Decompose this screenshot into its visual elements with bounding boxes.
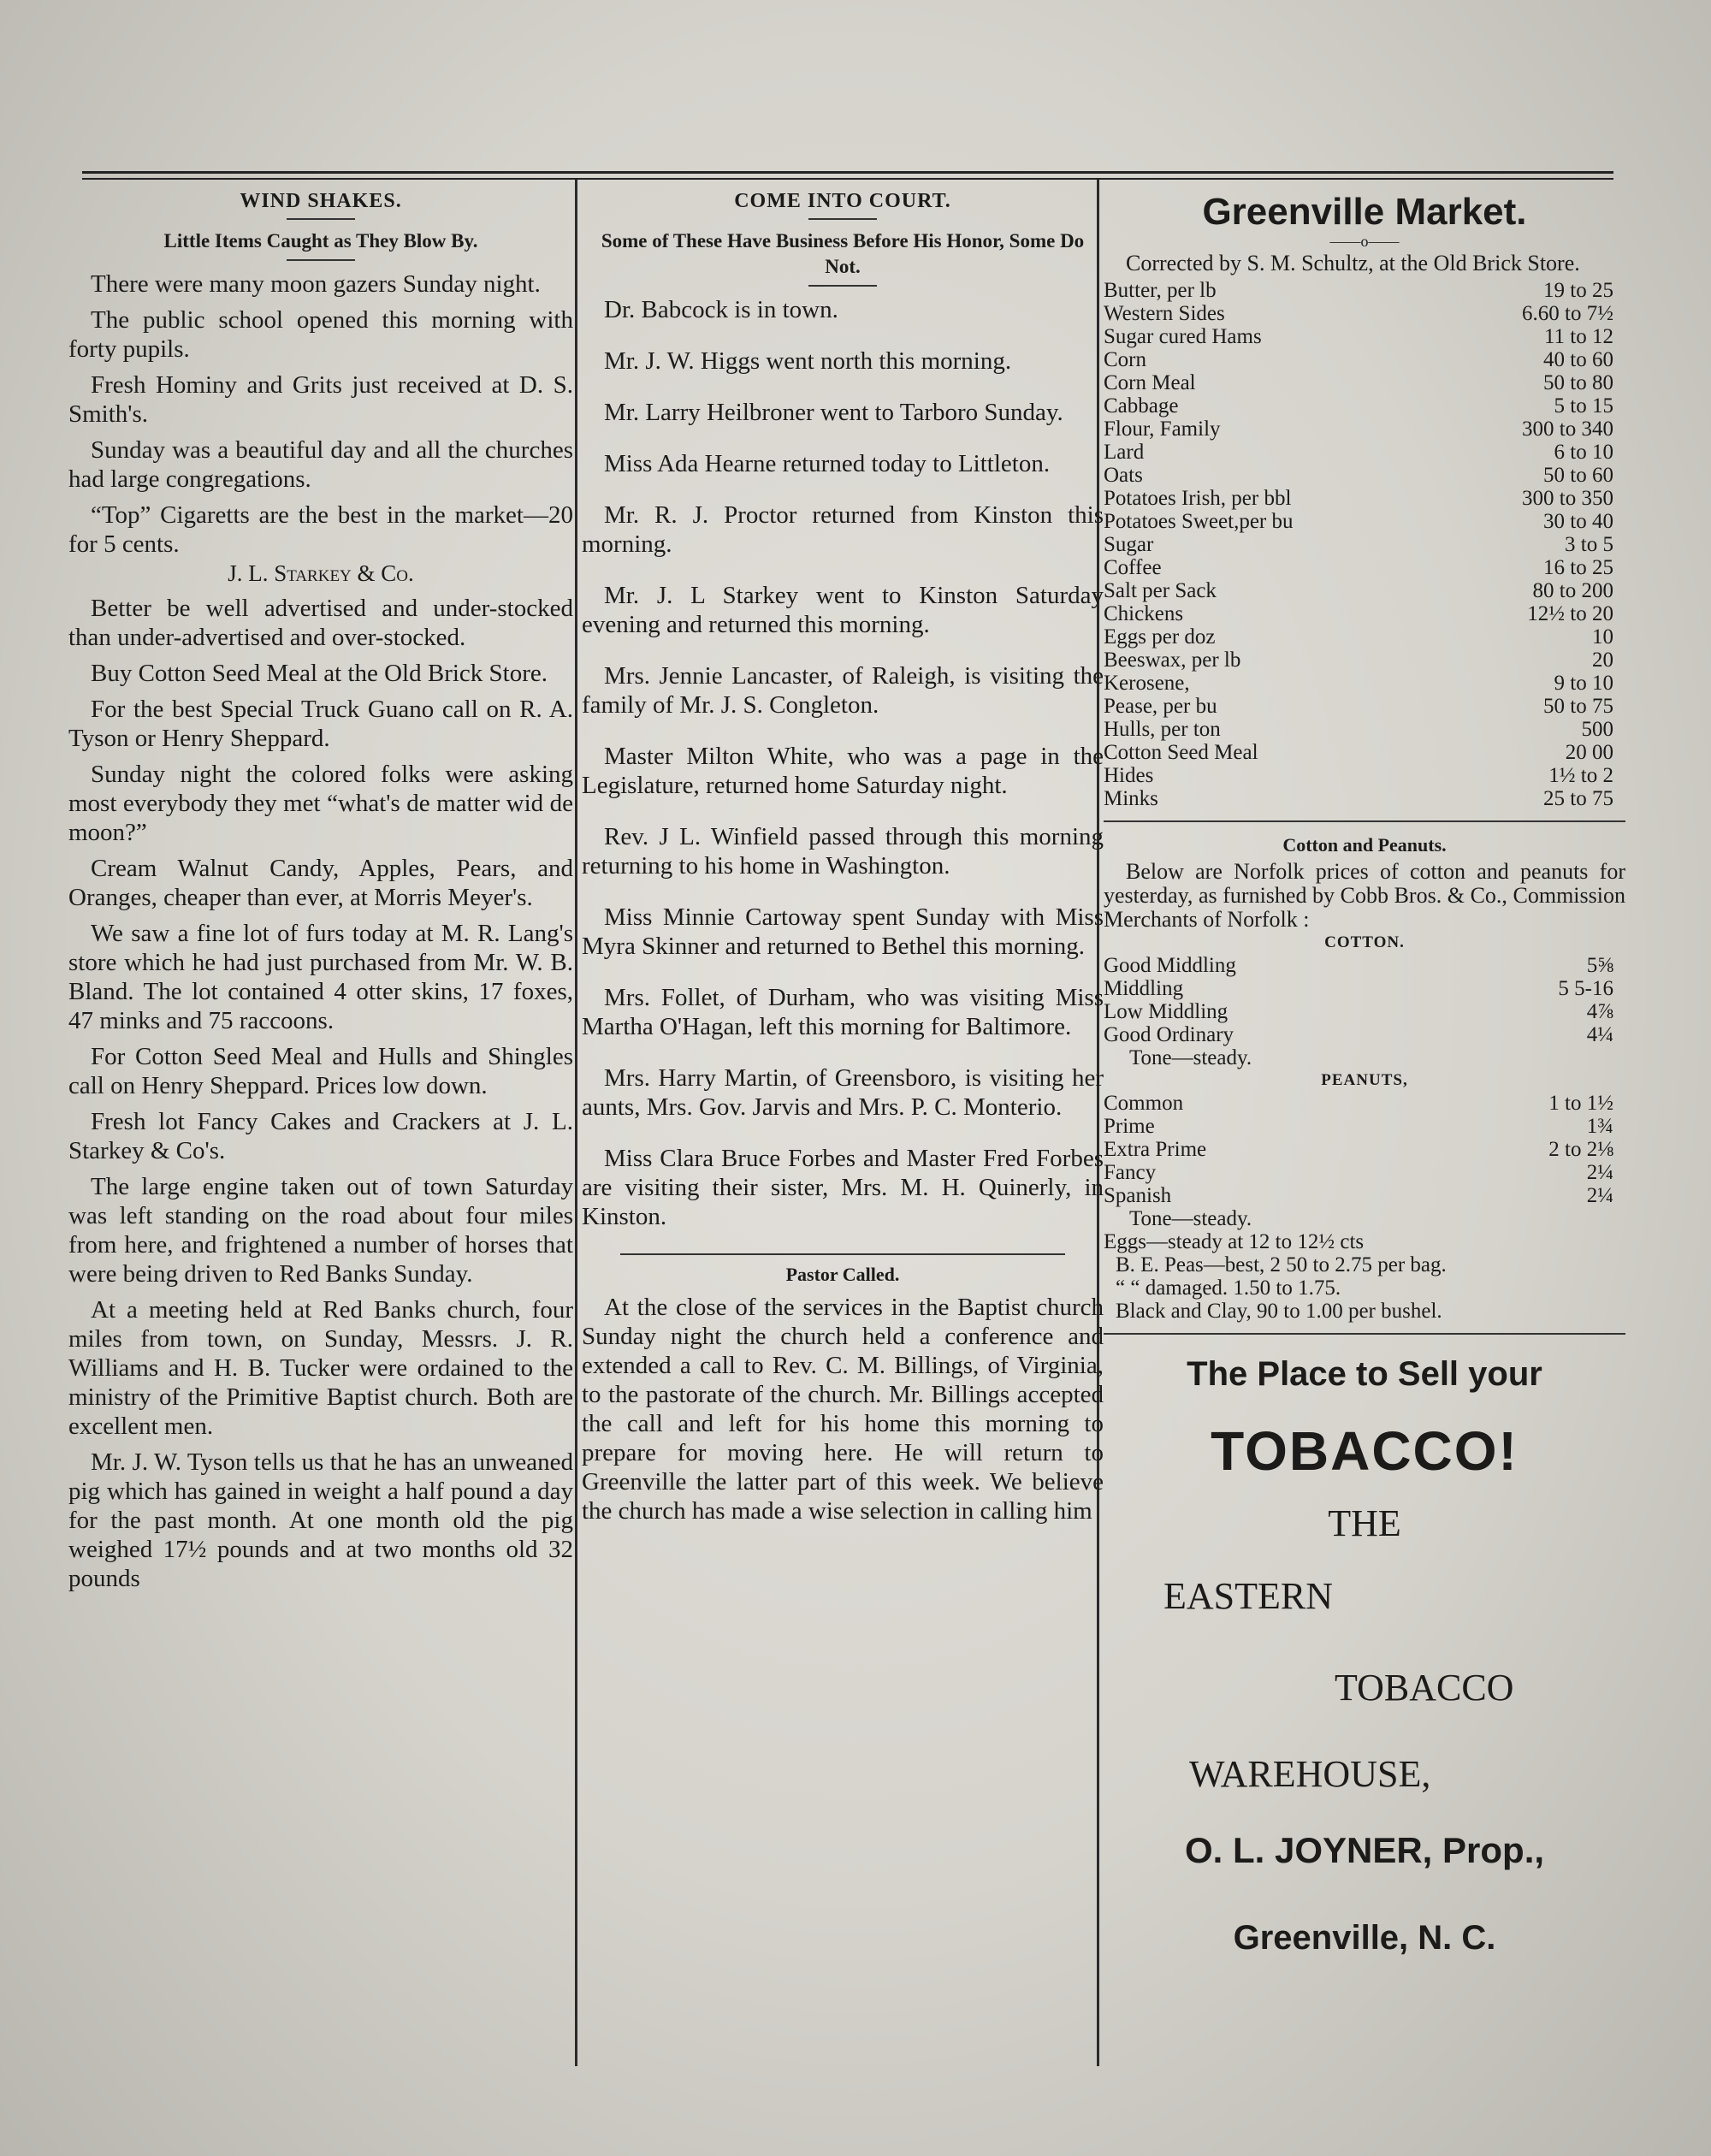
- price-value: 6.60 to 7½: [1522, 302, 1613, 325]
- price-value: 500: [1581, 718, 1613, 741]
- price-item: Minks: [1104, 787, 1158, 810]
- column-market: [1104, 190, 1625, 1958]
- price-item: Spanish: [1104, 1184, 1172, 1207]
- price-item: Oats: [1104, 464, 1143, 487]
- cotton-price-row: [1104, 1023, 1625, 1046]
- market-source-note: Corrected by S. M. Schultz, at the Old Brick Store.: [1126, 251, 1580, 275]
- news-item: “Top” Cigaretts are the best in the market—20 for 5 cents.: [68, 501, 573, 558]
- peanuts-subhead: PEANUTS,: [1321, 1071, 1408, 1089]
- market-price-row: [1104, 464, 1625, 487]
- price-item: Fancy: [1104, 1161, 1157, 1184]
- section-rule: [1104, 820, 1625, 822]
- news-item: For the best Special Truck Guano call on R. A. Tyson or Henry Sheppard.: [68, 696, 573, 752]
- market-price-row: [1104, 302, 1625, 325]
- news-item: The public school opened this morning with forty pupils.: [68, 306, 573, 363]
- price-value: 10: [1592, 625, 1613, 649]
- market-price-row: [1104, 579, 1625, 602]
- peanuts-tone: Tone—steady.: [1129, 1207, 1252, 1230]
- price-value: 300 to 350: [1522, 487, 1613, 510]
- price-value: 40 to 60: [1543, 348, 1613, 371]
- court-subhead: Some of These Have Business Before His Honor, Some Do Not.: [601, 230, 1085, 277]
- price-item: Cotton Seed Meal: [1104, 741, 1258, 764]
- price-item: Chickens: [1104, 602, 1184, 625]
- ad-proprietor: O. L. JOYNER, Prop.,: [1184, 1830, 1545, 1870]
- cotton-tone: Tone—steady.: [1129, 1046, 1252, 1069]
- column-wind-shakes: [68, 190, 573, 1600]
- price-value: 25 to 75: [1543, 787, 1613, 810]
- pastor-called-heading: Pastor Called.: [785, 1264, 900, 1285]
- personal-item: Mr. J. L Starkey went to Kinston Saturday evening and returned this morning.: [582, 582, 1104, 638]
- ad-tagline: The Place to Sell your: [1187, 1355, 1542, 1393]
- news-item: Better be well advertised and under-stocked than under-advertised and over-stocked.: [68, 595, 573, 651]
- peanut-price-row: [1104, 1115, 1625, 1138]
- section-rule: [620, 1253, 1065, 1255]
- price-value: 20 00: [1565, 741, 1613, 764]
- market-price-row: [1104, 649, 1625, 672]
- ad-the: THE: [1328, 1502, 1401, 1544]
- price-item: Butter, per lb: [1104, 279, 1217, 302]
- price-item: Sugar: [1104, 533, 1154, 556]
- price-value: 5 to 15: [1554, 394, 1613, 418]
- price-value: 12½ to 20: [1527, 602, 1613, 625]
- personal-item: Mrs. Harry Martin, of Greensboro, is visiting her aunts, Mrs. Gov. Jarvis and Mrs. P. C. Monterio.: [582, 1064, 1104, 1121]
- price-value: 50 to 60: [1543, 464, 1613, 487]
- tobacco-warehouse-ad: [1104, 1355, 1625, 1958]
- news-item: Mr. J. W. Tyson tells us that he has an unweaned pig which has gained in weight a half pound a day for the past month. At one month old the pig weighed 17½ pounds and at two months old 32 pounds: [68, 1448, 573, 1592]
- price-item: Potatoes Sweet,per bu: [1104, 510, 1294, 533]
- market-price-row: [1104, 625, 1625, 649]
- wind-shakes-subhead: Little Items Caught as They Blow By.: [163, 230, 478, 252]
- market-price-row: [1104, 487, 1625, 510]
- price-item: Hides: [1104, 764, 1154, 787]
- personal-item: Miss Minnie Cartoway spent Sunday with Miss Myra Skinner and returned to Bethel this morning.: [582, 903, 1104, 960]
- subhead-rule: [287, 259, 355, 261]
- price-item: Low Middling: [1104, 1000, 1228, 1023]
- column-rule-1: [575, 180, 577, 2066]
- cotton-price-row: [1104, 1000, 1625, 1023]
- news-item: Cream Walnut Candy, Apples, Pears, and Oranges, cheaper than ever, at Morris Meyer's.: [68, 855, 573, 911]
- price-item: Beeswax, per lb: [1104, 649, 1241, 672]
- personal-item: Master Milton White, who was a page in the Legislature, returned home Saturday night.: [582, 743, 1104, 799]
- price-item: Common: [1104, 1092, 1184, 1115]
- personal-item: Rev. J L. Winfield passed through this morning returning to his home in Washington.: [582, 823, 1104, 880]
- price-value: 1¾: [1586, 1115, 1613, 1138]
- personal-item: Dr. Babcock is in town.: [604, 296, 838, 323]
- news-item: Sunday was a beautiful day and all the churches had large congregations.: [68, 436, 573, 493]
- price-item: Coffee: [1104, 556, 1162, 579]
- price-value: 1 to 1½: [1548, 1092, 1613, 1115]
- cotton-peanuts-intro: Below are Norfolk prices of cotton and peanuts for yesterday, as furnished by Cobb Bros. & Co., Commission Merchants of Norfolk :: [1104, 859, 1625, 932]
- peas-line: B. E. Peas—best, 2 50 to 2.75 per bag.: [1116, 1253, 1447, 1276]
- market-price-row: [1104, 348, 1625, 371]
- price-value: 50 to 80: [1543, 371, 1613, 394]
- market-price-row: [1104, 510, 1625, 533]
- peanut-price-row: [1104, 1092, 1625, 1115]
- price-item: Western Sides: [1104, 302, 1225, 325]
- ad-tobacco-heading: TOBACCO!: [1211, 1420, 1519, 1482]
- market-price-row: [1104, 441, 1625, 464]
- price-item: Prime: [1104, 1115, 1155, 1138]
- price-item: Potatoes Irish, per bbl: [1104, 487, 1292, 510]
- price-item: Middling: [1104, 977, 1184, 1000]
- news-item: Fresh lot Fancy Cakes and Crackers at J. L. Starkey & Co's.: [68, 1108, 573, 1164]
- price-value: 11 to 12: [1543, 325, 1613, 348]
- price-value: 50 to 75: [1543, 695, 1613, 718]
- price-item: Hulls, per ton: [1104, 718, 1221, 741]
- price-value: 6 to 10: [1554, 441, 1613, 464]
- price-item: Good Middling: [1104, 954, 1236, 977]
- price-value: 16 to 25: [1543, 556, 1613, 579]
- price-value: 19 to 25: [1543, 279, 1613, 302]
- personal-item: Mr. J. W. Higgs went north this morning.: [604, 347, 1012, 375]
- cotton-price-row: [1104, 977, 1625, 1000]
- price-item: Corn: [1104, 348, 1146, 371]
- personal-item: Mrs. Jennie Lancaster, of Raleigh, is visiting the family of Mr. J. S. Congleton.: [582, 662, 1104, 719]
- market-price-row: [1104, 556, 1625, 579]
- pastor-called-text: At the close of the services in the Baptist church Sunday night the church held a conference and extended a call to Rev. C. M. Billings, of Virginia, to the pastorate of the church. Mr. Billings accepted the call and left for his home this morning to prepare for moving here. He will return to Greenville the latter part of this week. We believe the church has made a wise selection in calling him: [582, 1294, 1104, 1525]
- news-item: At a meeting held at Red Banks church, four miles from town, on Sunday, Messrs. J. R. Williams and H. B. Tucker were ordained to the ministry of the Primitive Baptist church. Both are excellent men.: [68, 1296, 573, 1440]
- ad-tobacco: TOBACCO: [1335, 1667, 1514, 1709]
- price-item: Good Ordinary: [1104, 1023, 1234, 1046]
- personal-item: Miss Ada Hearne returned today to Littleton.: [604, 450, 1051, 477]
- news-item: Fresh Hominy and Grits just received at D. S. Smith's.: [68, 371, 573, 428]
- column-come-into-court: [582, 190, 1104, 1525]
- price-value: 300 to 340: [1522, 418, 1613, 441]
- ad-signature: J. L. Starkey & Co.: [228, 560, 414, 586]
- news-item: We saw a fine lot of furs today at M. R. Lang's store which he had just purchased from Mr. W. B. Bland. The lot contained 4 otter skins, 17 foxes, 47 minks and 75 raccoons.: [68, 920, 573, 1034]
- ad-warehouse: WAREHOUSE,: [1189, 1753, 1431, 1795]
- price-value: 4⅞: [1586, 1000, 1613, 1023]
- section-rule: [1104, 1333, 1625, 1335]
- price-item: Extra Prime: [1104, 1138, 1207, 1161]
- cotton-peanuts-heading: Cotton and Peanuts.: [1282, 834, 1447, 856]
- market-price-row: [1104, 695, 1625, 718]
- price-value: 4¼: [1586, 1023, 1613, 1046]
- market-price-row: [1104, 602, 1625, 625]
- market-price-row: [1104, 787, 1625, 810]
- price-item: Salt per Sack: [1104, 579, 1217, 602]
- market-title: Greenville Market.: [1202, 191, 1527, 233]
- price-value: 5⅝: [1586, 954, 1613, 977]
- price-value: 2¼: [1586, 1161, 1613, 1184]
- news-item: Sunday night the colored folks were asking most everybody they met “what's de matter wid de moon?”: [68, 761, 573, 846]
- price-item: Flour, Family: [1104, 418, 1221, 441]
- headline-rule: [808, 218, 877, 220]
- page-top-rule: [82, 171, 1613, 180]
- market-price-row: [1104, 394, 1625, 418]
- wind-shakes-headline: WIND SHAKES.: [240, 190, 402, 212]
- personal-item: Mr. Larry Heilbroner went to Tarboro Sunday.: [604, 399, 1063, 426]
- market-price-row: [1104, 764, 1625, 787]
- personal-item: Miss Clara Bruce Forbes and Master Fred Forbes are visiting their sister, Mrs. M. H. Quinerly, in Kinston.: [582, 1145, 1104, 1230]
- news-item: For Cotton Seed Meal and Hulls and Shingles call on Henry Sheppard. Prices low down.: [68, 1043, 573, 1099]
- news-item: The large engine taken out of town Saturday was left standing on the road about four miles from here, and frightened a number of horses that were being driven to Red Banks Sunday.: [68, 1173, 573, 1288]
- ad-town: Greenville, N. C.: [1233, 1919, 1496, 1957]
- subhead-rule: [808, 285, 877, 287]
- market-price-table: [1104, 279, 1625, 810]
- peanut-price-table: [1104, 1092, 1625, 1207]
- price-item: Lard: [1104, 441, 1145, 464]
- price-item: Pease, per bu: [1104, 695, 1217, 718]
- cotton-price-table: [1104, 954, 1625, 1046]
- title-divider: ——o——: [1329, 233, 1400, 250]
- cotton-subhead: COTTON.: [1324, 933, 1405, 951]
- peanut-price-row: [1104, 1161, 1625, 1184]
- price-value: 1½ to 2: [1548, 764, 1613, 787]
- headline-rule: [287, 218, 355, 220]
- market-price-row: [1104, 371, 1625, 394]
- market-price-row: [1104, 533, 1625, 556]
- price-value: 9 to 10: [1554, 672, 1613, 695]
- price-value: 5 5-16: [1558, 977, 1613, 1000]
- price-value: 3 to 5: [1565, 533, 1613, 556]
- ad-eastern: EASTERN: [1163, 1575, 1333, 1617]
- price-item: Corn Meal: [1104, 371, 1196, 394]
- personal-item: Mr. R. J. Proctor returned from Kinston this morning.: [582, 501, 1104, 558]
- price-item: Eggs per doz: [1104, 625, 1216, 649]
- news-item: Buy Cotton Seed Meal at the Old Brick Store.: [91, 660, 548, 687]
- peanut-price-row: [1104, 1184, 1625, 1207]
- personal-item: Mrs. Follet, of Durham, who was visiting Miss Martha O'Hagan, left this morning for Baltimore.: [582, 984, 1104, 1040]
- court-headline: COME INTO COURT.: [734, 190, 951, 212]
- price-item: Cabbage: [1104, 394, 1179, 418]
- price-value: 2¼: [1586, 1184, 1613, 1207]
- news-item: There were many moon gazers Sunday night.: [91, 270, 541, 298]
- market-price-row: [1104, 672, 1625, 695]
- peanut-price-row: [1104, 1138, 1625, 1161]
- price-value: 30 to 40: [1543, 510, 1613, 533]
- black-clay-line: Black and Clay, 90 to 1.00 per bushel.: [1116, 1300, 1442, 1323]
- market-price-row: [1104, 741, 1625, 764]
- cotton-price-row: [1104, 954, 1625, 977]
- eggs-line: Eggs—steady at 12 to 12½ cts: [1104, 1230, 1365, 1253]
- market-price-row: [1104, 279, 1625, 302]
- price-item: Kerosene,: [1104, 672, 1190, 695]
- market-price-row: [1104, 418, 1625, 441]
- price-value: 80 to 200: [1532, 579, 1613, 602]
- price-value: 2 to 2⅛: [1548, 1138, 1613, 1161]
- peas-damaged-line: “ “ damaged. 1.50 to 1.75.: [1116, 1276, 1341, 1300]
- price-value: 20: [1592, 649, 1613, 672]
- market-price-row: [1104, 325, 1625, 348]
- price-item: Sugar cured Hams: [1104, 325, 1262, 348]
- market-price-row: [1104, 718, 1625, 741]
